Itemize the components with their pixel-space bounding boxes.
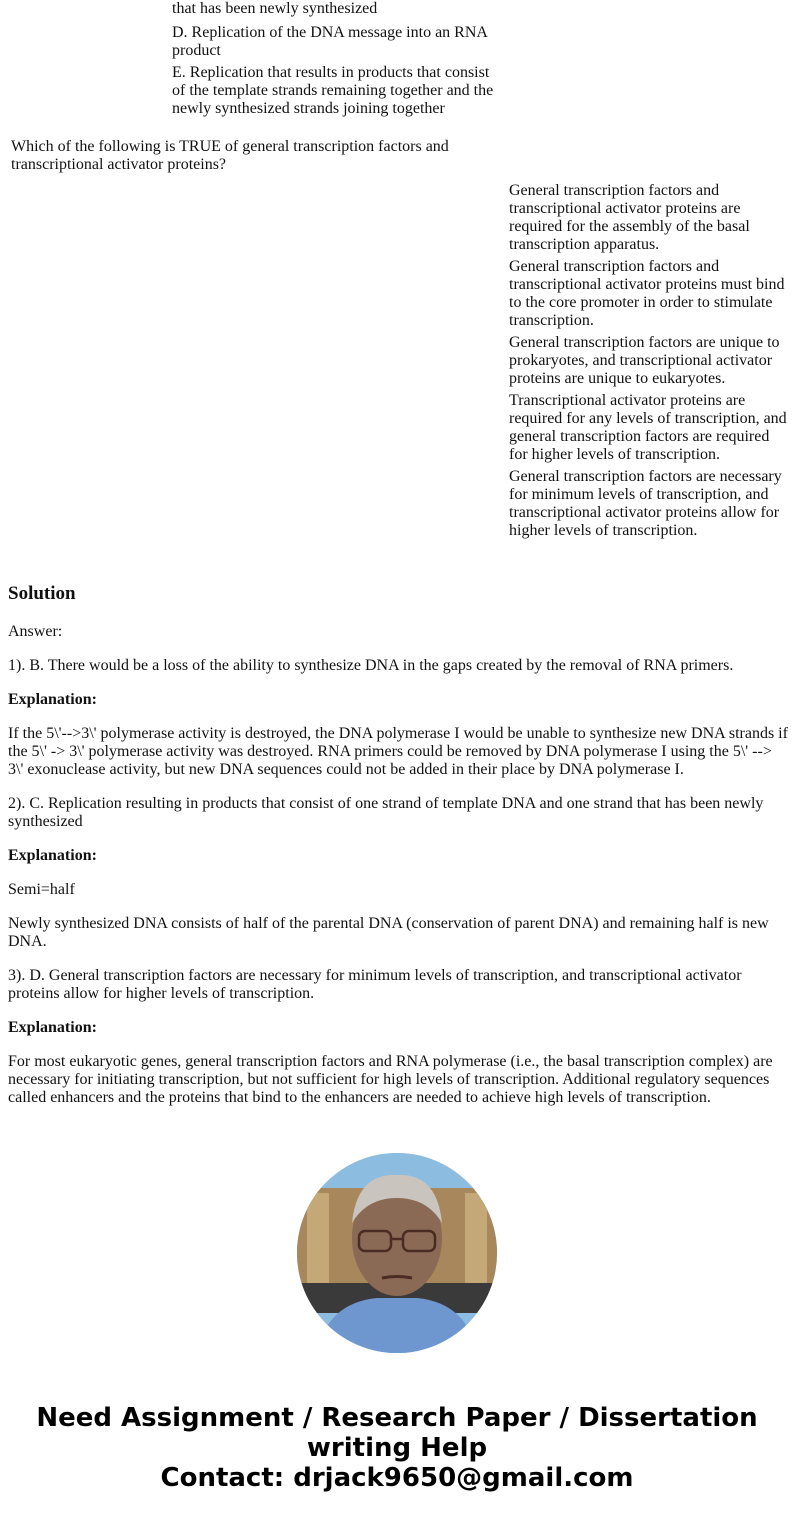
explanation-label-2: Explanation: xyxy=(8,847,97,864)
option-d: Transcriptional activator proteins are required for any levels of transcription, and general transcription factors are required for higher levels of transcription. xyxy=(509,392,787,463)
solution-section xyxy=(8,583,788,1123)
person-portrait-icon xyxy=(297,1153,497,1353)
option-d: D. Replication of the DNA message into an RNA product xyxy=(172,24,488,59)
author-avatar xyxy=(297,1153,497,1353)
question3-options xyxy=(509,182,789,540)
answer-1: 1). B. There would be a loss of the ability to synthesize DNA in the gaps created by the removal of RNA primers. xyxy=(8,657,734,674)
answer-label: Answer: xyxy=(8,623,63,640)
answer-2: 2). C. Replication resulting in products that consist of one strand of template DNA and one strand that has been newly synthesized xyxy=(8,795,764,830)
explanation-2a: Semi=half xyxy=(8,881,75,898)
option-a: General transcription factors and transcriptional activator proteins are required for the assembly of the basal transcription apparatus. xyxy=(509,182,750,253)
explanation-2b: Newly synthesized DNA consists of half of the parental DNA (conservation of parent DNA) and remaining half is new DNA. xyxy=(8,915,769,950)
question2-options xyxy=(172,0,497,118)
solution-heading: Solution xyxy=(8,583,76,604)
promo-headline: Need Assignment / Research Paper / Dissertation writing Help xyxy=(36,1403,758,1463)
explanation-3: For most eukaryotic genes, general transcription factors and RNA polymerase (i.e., the basal transcription complex) are necessary for initiating transcription, but not sufficient for high levels of transcription. Additional regulatory sequences called enhancers and the proteins that bind to the enhancers are needed to achieve high levels of transcription. xyxy=(8,1053,773,1106)
explanation-label-3: Explanation: xyxy=(8,1019,97,1036)
answer-3: 3). D. General transcription factors are necessary for minimum levels of transcription, and transcriptional activator proteins allow for higher levels of transcription. xyxy=(8,967,742,1002)
promo-banner xyxy=(0,1403,794,1493)
explanation-1: If the 5\'-->3\' polymerase activity is destroyed, the DNA polymerase I would be unable to synthesize new DNA strands if the 5\' -> 3\' polymerase activity was destroyed. RNA primers could be removed by DNA polymerase I using the 5\' --> 3\' exonuclease activity, but new DNA sequences could not be added in their place by DNA polymerase I. xyxy=(8,725,788,778)
question3-prompt: Which of the following is TRUE of general transcription factors and transcriptional activator proteins? xyxy=(11,138,449,173)
option-b: General transcription factors and transcriptional activator proteins must bind to the core promoter in order to stimulate transcription. xyxy=(509,258,785,329)
promo-contact: Contact: drjack9650@gmail.com xyxy=(160,1463,634,1493)
option-c: General transcription factors are unique to prokaryotes, and transcriptional activator proteins are unique to eukaryotes. xyxy=(509,334,780,387)
explanation-label-1: Explanation: xyxy=(8,691,97,708)
option-e: General transcription factors are necessary for minimum levels of transcription, and transcriptional activator proteins allow for higher levels of transcription. xyxy=(509,468,782,539)
option-c-continued: that has been newly synthesized xyxy=(172,0,378,17)
option-e: E. Replication that results in products that consist of the template strands remaining together and the newly synthesized strands joining together xyxy=(172,64,494,117)
